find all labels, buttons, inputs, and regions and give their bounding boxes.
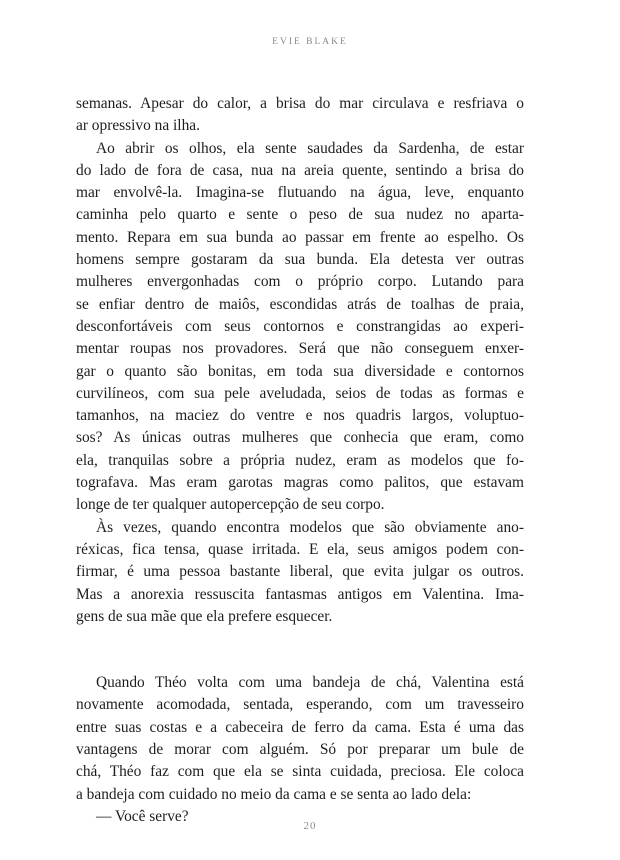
text-line: caminha pelo quarto e sente o peso de sua nudez no aparta- [76, 206, 524, 224]
text-line: firmar, é uma pessoa bastante liberal, que evita julgar os outros. [76, 563, 524, 581]
text-line: sos? As únicas outras mulheres que conhecia que eram, como [76, 429, 524, 447]
text-line: longe de ter qualquer autopercepção de seu corpo. [76, 496, 385, 514]
text-line: ar opressivo na ilha. [76, 117, 200, 135]
text-line: do lado de fora de casa, nua na areia quente, sentindo a brisa do [76, 161, 524, 179]
paragraph [76, 672, 524, 806]
dialogue-line: — Você serve? [96, 807, 189, 825]
text-line: mentar roupas nos provadores. Será que não conseguem enxer- [76, 340, 524, 358]
page-number: 20 [303, 820, 317, 832]
text-line: a bandeja com cuidado no meio da cama e se senta ao lado dela: [76, 785, 472, 803]
text-line: gar o quanto são bonitas, em toda sua diversidade e contornos [76, 362, 524, 380]
text-line: gens de sua mãe que ela prefere esquecer. [76, 607, 333, 625]
text-line: semanas. Apesar do calor, a brisa do mar circulava e resfriava o [76, 95, 524, 112]
text-line: ela, tranquilas sobre a própria nudez, eram as modelos que fo- [76, 451, 524, 469]
text-line: vantagens de morar com alguém. Só por preparar um bule de [76, 741, 524, 759]
section-break [76, 628, 524, 672]
text-line: curvilíneos, com sua pele aveludada, seios de todas as formas e [76, 384, 524, 402]
text-line: mulheres envergonhadas com o próprio corpo. Lutando para [76, 273, 524, 291]
body-text [76, 93, 524, 828]
text-line: Às vezes, quando encontra modelos que são obviamente ano- [96, 518, 524, 536]
text-line: tamanhos, na maciez do ventre e nos quadris largos, voluptuo- [76, 407, 524, 425]
text-line: desconfortáveis com seus contornos e constrangidas ao experi- [76, 317, 524, 335]
text-line: se enfiar dentro de maiôs, escondidas atrás de toalhas de praia, [76, 295, 524, 313]
paragraph [76, 93, 524, 138]
text-line: tografava. Mas eram garotas magras como palitos, que estavam [76, 474, 524, 492]
text-line: homens sempre gostaram da sua bunda. Ela detesta ver outras [76, 251, 524, 269]
paragraph [76, 138, 524, 517]
text-line: entre suas costas e a cabeceira de ferro da cama. Esta é uma das [76, 718, 524, 736]
text-line: Mas a anorexia ressuscita fantasmas antigos em Valentina. Ima- [76, 585, 524, 603]
text-line: novamente acomodada, sentada, esperando, com um travesseiro [76, 696, 524, 714]
text-line: chá, Théo faz com que ela se sinta cuidada, preciosa. Ele coloca [76, 763, 524, 781]
text-line: Quando Théo volta com uma bandeja de chá, Valentina está [96, 674, 524, 692]
running-head: EVIE BLAKE [272, 37, 348, 47]
text-line: mento. Repara em sua bunda ao passar em frente ao espelho. Os [76, 228, 524, 246]
text-line: réxicas, fica tensa, quase irritada. E ela, seus amigos podem con- [76, 540, 524, 558]
text-line: mar envolvê-la. Imagina-se flutuando na água, leve, enquanto [76, 184, 524, 202]
text-line: Ao abrir os olhos, ela sente saudades da Sardenha, de estar [96, 139, 524, 157]
paragraph [76, 517, 524, 628]
